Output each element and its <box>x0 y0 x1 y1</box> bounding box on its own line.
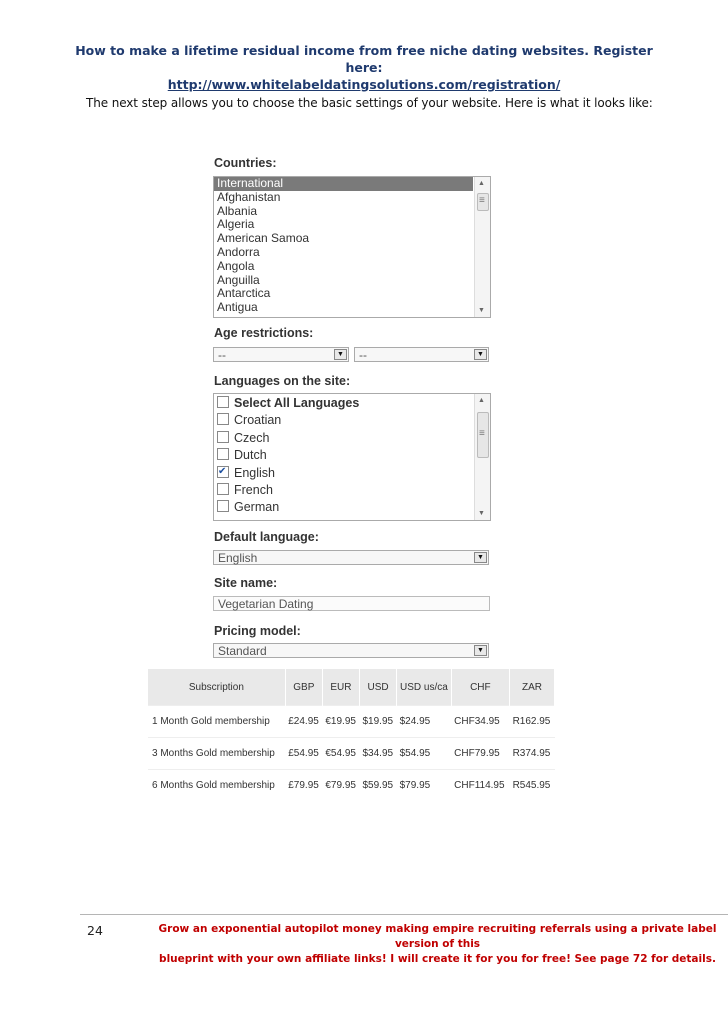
scroll-down-icon[interactable]: ▼ <box>478 510 485 517</box>
language-checkbox[interactable] <box>217 396 229 408</box>
country-option[interactable]: International <box>214 177 473 191</box>
language-option[interactable] <box>214 465 490 482</box>
table-cell: R374.95 <box>510 738 555 770</box>
language-checkbox[interactable] <box>217 431 229 443</box>
footer-promo <box>150 922 725 967</box>
table-header: USD <box>360 669 397 706</box>
pricing-value: Standard <box>218 644 267 658</box>
table-cell: $54.95 <box>397 738 452 770</box>
table-row <box>148 738 555 770</box>
countries-listbox[interactable] <box>213 176 491 318</box>
country-option[interactable]: Angola <box>217 258 255 273</box>
scroll-thumb[interactable] <box>477 193 489 211</box>
registration-link[interactable]: http://www.whitelabeldatingsolutions.com/registration/ <box>167 77 561 92</box>
table-cell: £54.95 <box>285 738 322 770</box>
language-label: Select All Languages <box>234 396 360 410</box>
chevron-down-icon[interactable]: ▼ <box>474 552 487 563</box>
table-cell: 1 Month Gold membership <box>148 706 285 738</box>
country-option[interactable]: Anguilla <box>217 272 260 287</box>
language-label: French <box>234 482 273 497</box>
language-checkbox[interactable] <box>217 500 229 512</box>
default-language-select[interactable] <box>213 550 489 565</box>
table-cell: €54.95 <box>322 738 359 770</box>
languages-listbox[interactable] <box>213 393 491 521</box>
age-max-value: -- <box>359 348 367 362</box>
table-header: USD us/ca <box>397 669 452 706</box>
page-number: 24 <box>87 923 103 938</box>
language-checkbox[interactable] <box>217 483 229 495</box>
country-option[interactable]: Antarctica <box>217 286 271 301</box>
table-cell: €19.95 <box>322 706 359 738</box>
footer-divider <box>80 914 728 915</box>
pricing-select[interactable] <box>213 643 489 658</box>
table-cell: $79.95 <box>397 770 452 802</box>
default-language-label: Default language: <box>214 530 319 544</box>
language-option[interactable] <box>214 430 490 447</box>
country-option[interactable]: Albania <box>217 203 258 218</box>
age-label: Age restrictions: <box>214 326 314 340</box>
pricing-label: Pricing model: <box>214 624 301 638</box>
table-cell: $34.95 <box>360 738 397 770</box>
table-cell: £79.95 <box>285 770 322 802</box>
footer-line-1: Grow an exponential autopilot money making empire recruiting referrals using a private label version of this <box>158 923 717 950</box>
table-cell: CHF114.95 <box>451 770 509 802</box>
scroll-up-icon[interactable]: ▲ <box>478 397 485 404</box>
languages-scrollbar[interactable] <box>474 394 490 520</box>
countries-label: Countries: <box>214 156 277 170</box>
table-cell: 6 Months Gold membership <box>148 770 285 802</box>
table-header: GBP <box>285 669 322 706</box>
table-cell: CHF79.95 <box>451 738 509 770</box>
site-name-label: Site name: <box>214 576 278 590</box>
language-checkbox[interactable] <box>217 413 229 425</box>
scroll-thumb[interactable] <box>477 412 489 458</box>
country-option[interactable]: Afghanistan <box>217 189 281 204</box>
language-label: Croatian <box>234 413 282 428</box>
chevron-down-icon[interactable]: ▼ <box>334 349 347 360</box>
intro-text: The next step allows you to choose the basic settings of your website. Here is what it looks like: <box>86 96 653 110</box>
table-header: EUR <box>322 669 359 706</box>
table-cell: $59.95 <box>360 770 397 802</box>
age-min-select[interactable] <box>213 347 349 362</box>
language-option[interactable] <box>214 499 490 516</box>
language-option[interactable] <box>214 482 490 499</box>
footer-line-2: blueprint with your own affiliate links! I will create it for you for free! See page 72 for details. <box>159 953 716 965</box>
header-title: How to make a lifetime residual income from free niche dating websites. Register here: <box>75 43 653 75</box>
page-header <box>60 42 668 93</box>
country-option[interactable]: Algeria <box>217 217 255 232</box>
table-cell: R162.95 <box>510 706 555 738</box>
language-option[interactable] <box>214 395 490 412</box>
table-header: ZAR <box>510 669 555 706</box>
table-cell: 3 Months Gold membership <box>148 738 285 770</box>
table-header: CHF <box>451 669 509 706</box>
table-header: Subscription <box>148 669 285 706</box>
language-label: English <box>234 465 275 480</box>
language-option[interactable] <box>214 447 490 464</box>
age-min-value: -- <box>218 348 226 362</box>
default-language-value: English <box>218 551 258 565</box>
table-row <box>148 706 555 738</box>
chevron-down-icon[interactable]: ▼ <box>474 645 487 656</box>
pricing-table <box>148 669 555 801</box>
pricing-table-wrap <box>148 669 555 791</box>
chevron-down-icon[interactable]: ▼ <box>474 349 487 360</box>
table-cell: €79.95 <box>322 770 359 802</box>
language-checkbox[interactable] <box>217 448 229 460</box>
scroll-up-icon[interactable]: ▲ <box>478 180 485 187</box>
table-cell: $19.95 <box>360 706 397 738</box>
table-row <box>148 770 555 802</box>
language-checkbox[interactable] <box>217 466 229 478</box>
table-cell: $24.95 <box>397 706 452 738</box>
language-option[interactable] <box>214 412 490 429</box>
country-option[interactable]: Antigua <box>217 300 258 315</box>
site-name-input[interactable]: Vegetarian Dating <box>213 596 490 611</box>
language-label: Dutch <box>234 448 267 463</box>
language-label: German <box>234 500 280 515</box>
country-option[interactable]: American Samoa <box>217 231 310 246</box>
language-label: Czech <box>234 430 270 445</box>
age-max-select[interactable] <box>354 347 489 362</box>
table-cell: R545.95 <box>510 770 555 802</box>
countries-scrollbar[interactable] <box>474 177 490 317</box>
table-cell: CHF34.95 <box>451 706 509 738</box>
table-cell: £24.95 <box>285 706 322 738</box>
scroll-down-icon[interactable]: ▼ <box>478 307 485 314</box>
country-option[interactable]: Andorra <box>217 244 260 259</box>
languages-label: Languages on the site: <box>214 374 351 388</box>
